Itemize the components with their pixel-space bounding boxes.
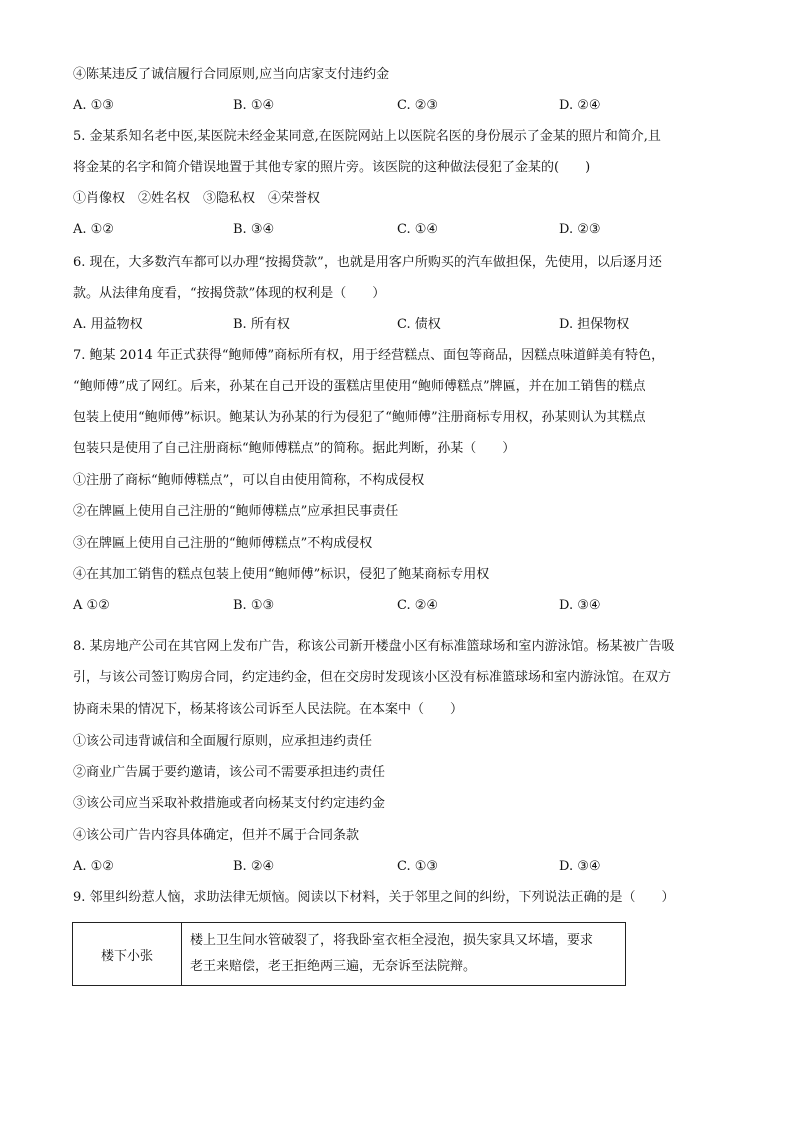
q7-stem-line2: “鲍师傅”成了网红。后来，孙某在自己开设的蛋糕店里使用“鲍师傅糕点”牌匾，并在加工销售的糕点 [73,379,646,394]
q6-stem-line2: 款。从法律角度看，“按揭贷款”体现的权利是（ ） [73,286,386,301]
q7-stem-line1: 7. 鲍某 2014 年正式获得“鲍师傅”商标所有权，用于经营糕点、面包等商品，因糕点味道鲜美有特色， [73,348,665,363]
q9-stem: 9. 邻里纠纷惹人恼，求助法律无烦恼。阅读以下材料，关于邻里之间的纠纷，下列说法正确的是（ ） [73,890,675,905]
choice-a: A. 用益物权 [73,317,143,332]
q5-choices [73,221,633,239]
q7-statement-3: ③在牌匾上使用自己注册的“鲍师傅糕点”不构成侵权 [73,536,373,551]
q8-stem-line2: 引，与该公司签订购房合同，约定违约金，但在交房时发现该小区没有标准篮球场和室内游泳馆。在双方 [73,670,672,685]
choice-d: D. ②④ [559,98,601,113]
q7-statement-4: ④在其加工销售的糕点包装上使用“鲍师傅”标识，侵犯了鲍某商标专用权 [73,567,490,582]
q7-statement-2: ②在牌匾上使用自己注册的“鲍师傅糕点”应承担民事责任 [73,504,399,519]
choice-c: C. ①③ [397,859,439,874]
choice-b: B. ③④ [233,222,275,237]
speaker-label: 楼下小张 [73,923,182,986]
choice-c: C. ②③ [397,98,439,113]
material-table [72,922,626,986]
choice-a: A. ①② [73,222,114,237]
choice-b: B. ①③ [233,598,275,613]
choice-a: A. ①③ [73,98,114,113]
q4-option-4: ④陈某违反了诚信履行合同原则,应当向店家支付违约金 [73,67,390,82]
q7-choices [73,597,633,615]
q8-statement-2: ②商业广告属于要约邀请，该公司不需要承担违约责任 [73,765,386,780]
q8-statement-3: ③该公司应当采取补救措施或者向杨某支付约定违约金 [73,796,386,811]
q8-stem-line1: 8. 某房地产公司在其官网上发布广告，称该公司新开楼盘小区有标准篮球场和室内游泳馆。杨某被广告吸 [73,639,675,654]
choice-b: B. ②④ [233,859,275,874]
q6-stem-line1: 6. 现在，大多数汽车都可以办理“按揭贷款”，也就是用客户所购买的汽车做担保，先使用，以后逐月还 [73,255,662,270]
q5-statements: ①肖像权 ②姓名权 ③隐私权 ④荣誉权 [73,191,321,206]
q6-choices [73,316,633,334]
q4-choices [73,97,633,115]
q8-statement-1: ①该公司违背诚信和全面履行原则，应承担违约责任 [73,734,373,749]
q7-stem-line4: 包装只是使用了自己注册商标“鲍师傅糕点”的简称。据此判断，孙某（ ） [73,441,516,456]
q8-choices [73,858,633,876]
choice-d: D. ②③ [559,222,601,237]
q5-stem-line2: 将金某的名字和简介错误地置于其他专家的照片旁。该医院的这种做法侵犯了金某的( ) [73,160,591,175]
q7-statement-1: ①注册了商标“鲍师傅糕点”，可以自由使用简称，不构成侵权 [73,473,425,488]
choice-c: C. ②④ [397,598,439,613]
choice-d: D. ③④ [559,859,601,874]
choice-a: A ①② [73,598,110,613]
statement-line-1: 楼上卫生间水管破裂了，将我卧室衣柜全浸泡，损失家具又坏墙，要求 [190,933,594,948]
table-row [73,923,626,986]
choice-b: B. ①④ [233,98,275,113]
choice-d: D. ③④ [559,598,601,613]
choice-d: D. 担保物权 [559,317,630,332]
speaker-statement [182,923,626,986]
statement-line-2: 老王来赔偿，老王拒绝两三遍，无奈诉至法院辩。 [190,959,477,974]
choice-b: B. 所有权 [233,317,290,332]
choice-a: A. ①② [73,859,114,874]
q7-stem-line3: 包装上使用“鲍师傅”标识。鲍某认为孙某的行为侵犯了“鲍师傅”注册商标专用权，孙某则认为其糕点 [73,410,646,425]
choice-c: C. ①④ [397,222,439,237]
q5-stem-line1: 5. 金某系知名老中医,某医院未经金某同意,在医院网站上以医院名医的身份展示了金某的照片和简介,且 [73,129,661,144]
choice-c: C. 债权 [397,317,441,332]
q8-statement-4: ④该公司广告内容具体确定，但并不属于合同条款 [73,828,360,843]
q8-stem-line3: 协商未果的情况下，杨某将该公司诉至人民法院。在本案中（ ） [73,702,464,717]
